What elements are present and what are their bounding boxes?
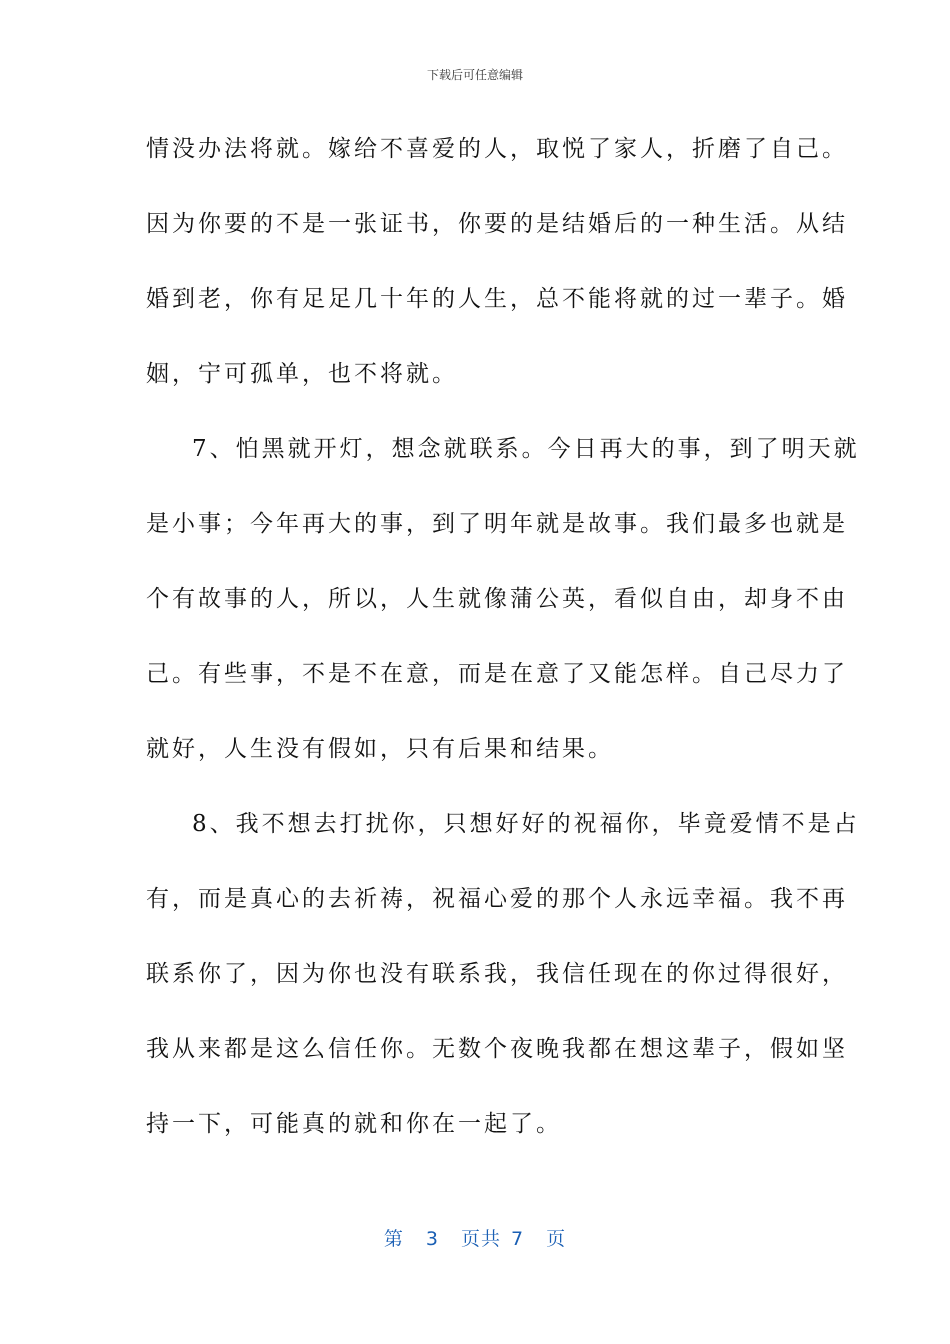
text-line: 情没办法将就。嫁给不喜爱的人，取悦了家人，折磨了自己。 bbox=[146, 136, 848, 162]
paragraph bbox=[146, 412, 860, 787]
text-line: 我从来都是这么信任你。无数个夜晚我都在想这辈子，假如坚 bbox=[146, 1036, 848, 1062]
paragraph bbox=[146, 112, 848, 412]
text-line: 是小事；今年再大的事，到了明年就是故事。我们最多也就是 bbox=[146, 511, 848, 537]
document-body bbox=[146, 112, 860, 1162]
text-line: 己。有些事，不是不在意，而是在意了又能怎样。自己尽力了 bbox=[146, 661, 848, 687]
text-line: 就好，人生没有假如，只有后果和结果。 bbox=[146, 736, 614, 762]
text-line: 姻，宁可孤单，也不将就。 bbox=[146, 361, 458, 387]
text-line: 有，而是真心的去祈祷，祝福心爱的那个人永远幸福。我不再 bbox=[146, 886, 848, 912]
page-footer bbox=[0, 1224, 950, 1251]
text-line: 个有故事的人，所以，人生就像蒲公英，看似自由，却身不由 bbox=[146, 586, 848, 612]
page-mid: 页共 bbox=[460, 1228, 501, 1250]
text-line: 持一下，可能真的就和你在一起了。 bbox=[146, 1111, 562, 1137]
page-suffix: 页 bbox=[546, 1228, 567, 1250]
text-line: 8、我不想去打扰你，只想好好的祝福你，毕竟爱情不是占 bbox=[192, 811, 860, 837]
page-prefix: 第 bbox=[383, 1228, 404, 1250]
page-header: 下载后可任意编辑 bbox=[426, 68, 523, 82]
page-number: 3 bbox=[425, 1228, 439, 1250]
paragraph bbox=[146, 787, 860, 1162]
total-pages: 7 bbox=[511, 1228, 525, 1250]
text-line: 7、怕黑就开灯，想念就联系。今日再大的事，到了明天就 bbox=[192, 436, 860, 462]
text-line: 联系你了，因为你也没有联系我，我信任现在的你过得很好， bbox=[146, 961, 848, 987]
text-line: 因为你要的不是一张证书，你要的是结婚后的一种生活。从结 bbox=[146, 211, 848, 237]
text-line: 婚到老，你有足足几十年的人生，总不能将就的过一辈子。婚 bbox=[146, 286, 848, 312]
